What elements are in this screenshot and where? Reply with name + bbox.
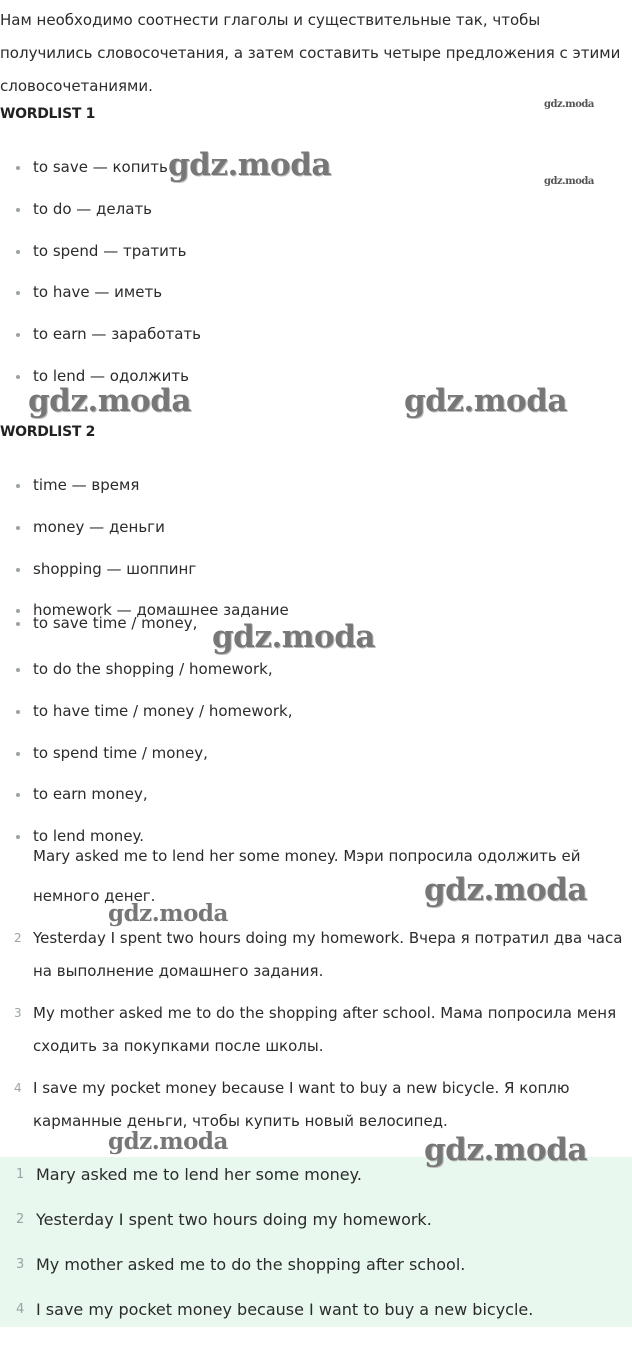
list-item: to do — делать <box>0 198 600 240</box>
list-item: to spend — тратить <box>0 240 600 282</box>
sentences-list <box>0 922 632 1147</box>
item-number: 4 <box>14 1081 22 1095</box>
watermark: gdz.moda <box>404 383 567 419</box>
answer-text: I save my pocket money because I want to buy a new bicycle. <box>36 1300 534 1319</box>
sentence-item <box>0 1072 632 1138</box>
watermark: gdz.moda <box>544 99 594 110</box>
answers-list <box>0 1163 632 1343</box>
item-number: 3 <box>14 1006 22 1020</box>
watermark: gdz.moda <box>544 176 594 187</box>
watermark: gdz.moda <box>424 1132 587 1168</box>
collocation-partial-row <box>0 614 632 634</box>
answer-text: Yesterday I spent two hours doing my homework. <box>36 1210 432 1229</box>
intro-paragraph: Нам необходимо соотнести глаголы и существительные так, чтобы получились словосочетания, а затем составить четыре предложения с этими словосочетаниями. <box>0 11 621 95</box>
item-number: 2 <box>14 931 22 945</box>
list-item: homework — домашнее задание <box>0 599 600 641</box>
answer-text: My mother asked me to do the shopping after school. <box>36 1255 466 1274</box>
sentence-item <box>0 997 632 1063</box>
watermark: gdz.moda <box>424 872 587 908</box>
answer-item <box>0 1298 632 1343</box>
answer-item <box>0 1208 632 1253</box>
watermark: gdz.moda <box>168 147 331 183</box>
list-item: to save — копить <box>0 156 600 198</box>
item-number: 3 <box>16 1257 25 1272</box>
list-item: to lend money. <box>0 825 600 867</box>
sentence-text: I save my pocket money because I want to buy a new bicycle. Я коплю карманные деньги, чтобы купить новый велосипед. <box>33 1079 570 1130</box>
answer-item <box>0 1163 632 1208</box>
list-item: to earn money, <box>0 783 600 825</box>
sentence-text: My mother asked me to do the shopping after school. Мама попросила меня сходить за покупками после школы. <box>33 1004 617 1055</box>
sentence-item <box>0 922 632 988</box>
watermark: gdz.moda <box>108 1128 228 1155</box>
list-item: to earn — заработать <box>0 323 600 365</box>
list-item: money — деньги <box>0 516 600 558</box>
list-item: to have time / money / homework, <box>0 700 600 742</box>
item-number: 4 <box>16 1302 25 1317</box>
wordlist1-heading: WORDLIST 1 <box>0 106 96 122</box>
list-item: to lend — одолжить <box>0 365 600 407</box>
watermark: gdz.moda <box>212 619 375 655</box>
sentence-1-rest: немного денег. <box>33 887 156 905</box>
wordlist2-heading: WORDLIST 2 <box>0 424 96 440</box>
item-number: 2 <box>16 1212 25 1227</box>
collocations-list <box>0 658 600 867</box>
sentence-text: Yesterday I spent two hours doing my homework. Вчера я потратил два часа на выполнение домашнего задания. <box>33 929 623 980</box>
answer-item <box>0 1253 632 1298</box>
list-item: to do the shopping / homework, <box>0 658 600 700</box>
sentence-partial-row <box>0 847 632 871</box>
wordlist1-list <box>0 156 600 407</box>
list-item: time — время <box>0 474 600 516</box>
item-number: 1 <box>16 1167 25 1182</box>
watermark: gdz.moda <box>28 383 191 419</box>
answers-box <box>0 1157 632 1327</box>
answer-text: Mary asked me to lend her some money. <box>36 1165 362 1184</box>
list-item: to spend time / money, <box>0 742 600 784</box>
sentence-partial-text: Mary asked me to lend her some money. Мэри попросила одолжить ей <box>33 847 581 865</box>
list-item: to have — иметь <box>0 281 600 323</box>
watermark: gdz.moda <box>108 900 228 927</box>
list-item: shopping — шоппинг <box>0 558 600 600</box>
list-item: to save time / money, <box>0 612 600 654</box>
